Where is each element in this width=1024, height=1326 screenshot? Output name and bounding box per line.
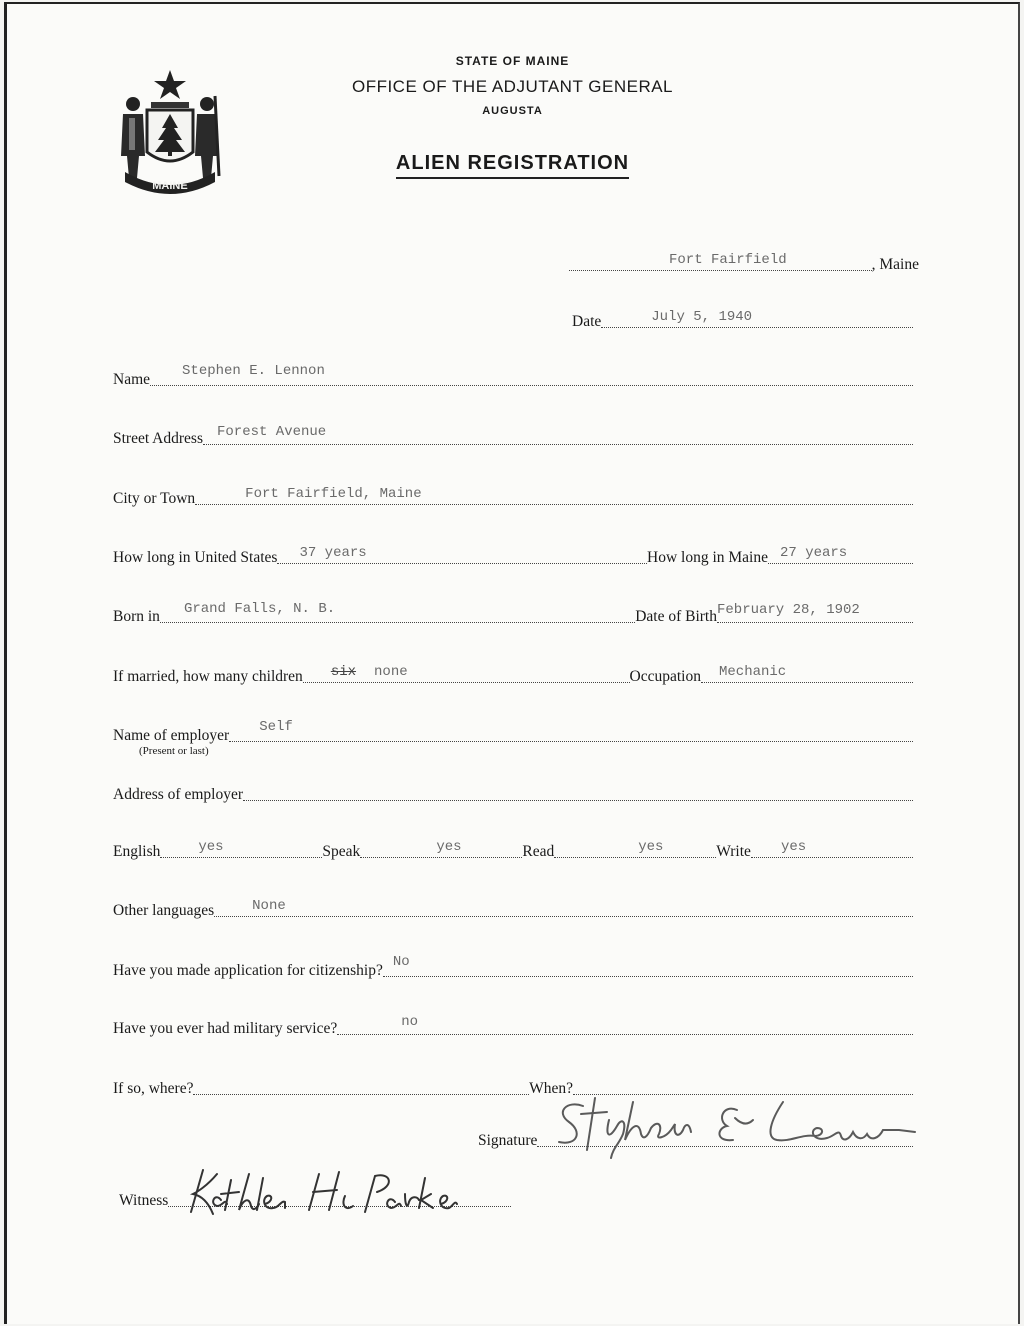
header-city: AUGUSTA <box>482 105 543 117</box>
write-field[interactable]: yes <box>751 835 913 858</box>
citizenship-row <box>113 954 913 982</box>
employer-address-row <box>113 782 913 806</box>
when-label: When? <box>529 1080 573 1097</box>
duration-row <box>113 545 913 569</box>
dob-field[interactable]: February 28, 1902 <box>717 600 913 623</box>
read-field[interactable]: yes <box>554 835 716 858</box>
where-field[interactable] <box>193 1072 529 1095</box>
street-row <box>113 426 913 450</box>
children-label: If married, how many children <box>113 668 303 685</box>
applicant-signature <box>547 1090 917 1160</box>
header-office: OFFICE OF THE ADJUTANT GENERAL <box>351 77 674 96</box>
dob-label: Date of Birth <box>635 608 717 625</box>
read-label: Read <box>522 843 555 860</box>
birth-row <box>113 601 913 628</box>
children-struck-value: six <box>330 664 357 680</box>
us-duration-label: How long in United States <box>113 549 278 566</box>
place-field[interactable]: Fort Fairfield <box>569 248 872 271</box>
military-row <box>113 1016 913 1040</box>
place-row <box>569 252 919 276</box>
form-page <box>4 2 1020 1324</box>
children-value: none <box>374 664 408 680</box>
date-field[interactable]: July 5, 1940 <box>601 305 913 328</box>
name-field[interactable]: Stephen E. Lennon <box>150 363 913 386</box>
signature-label: Signature <box>478 1132 538 1149</box>
occupation-label: Occupation <box>629 668 701 685</box>
other-languages-row <box>113 898 913 922</box>
employer-address-label: Address of employer <box>113 786 243 803</box>
employer-sublabel: (Present or last) <box>139 745 209 757</box>
city-label: City or Town <box>113 490 196 507</box>
born-label: Born in <box>113 608 160 625</box>
speak-field[interactable]: yes <box>360 835 522 858</box>
children-row <box>113 664 913 688</box>
seal-banner-text: MAINE <box>152 180 188 192</box>
city-row <box>113 486 913 510</box>
city-field[interactable]: Fort Fairfield, Maine <box>195 482 913 505</box>
english-label: English <box>113 843 161 860</box>
occupation-field[interactable]: Mechanic <box>701 660 913 683</box>
header-state: STATE OF MAINE <box>455 54 570 68</box>
language-abilities-row <box>113 839 913 863</box>
born-field[interactable]: Grand Falls, N. B. <box>160 600 635 623</box>
children-field[interactable] <box>303 660 630 683</box>
place-suffix: , Maine <box>871 256 919 273</box>
other-languages-field[interactable]: None <box>214 894 913 917</box>
employer-field[interactable]: Self <box>229 719 913 742</box>
us-duration-field[interactable]: 37 years <box>277 541 647 564</box>
employer-address-field[interactable] <box>243 778 913 801</box>
employer-label: Name of employer <box>113 727 230 744</box>
other-languages-label: Other languages <box>113 902 215 919</box>
where-label: If so, where? <box>113 1080 194 1097</box>
citizenship-label: Have you made application for citizenship? <box>113 962 383 979</box>
write-label: Write <box>716 843 751 860</box>
date-row <box>572 309 913 333</box>
date-label: Date <box>572 313 602 330</box>
english-field[interactable]: yes <box>160 835 322 858</box>
form-title: ALIEN REGISTRATION <box>7 152 1018 175</box>
street-field[interactable]: Forest Avenue <box>203 422 913 445</box>
name-row <box>113 363 913 391</box>
employer-row <box>113 719 913 747</box>
military-label: Have you ever had military service? <box>113 1020 338 1037</box>
speak-label: Speak <box>322 843 361 860</box>
witness-label: Witness <box>119 1192 169 1209</box>
street-label: Street Address <box>113 430 203 447</box>
name-label: Name <box>113 371 151 388</box>
witness-signature <box>169 1164 469 1220</box>
citizenship-field[interactable]: No <box>383 954 913 977</box>
maine-duration-field[interactable]: 27 years <box>768 541 913 564</box>
maine-duration-label: How long in Maine <box>647 549 768 566</box>
military-field[interactable]: no <box>337 1012 913 1035</box>
